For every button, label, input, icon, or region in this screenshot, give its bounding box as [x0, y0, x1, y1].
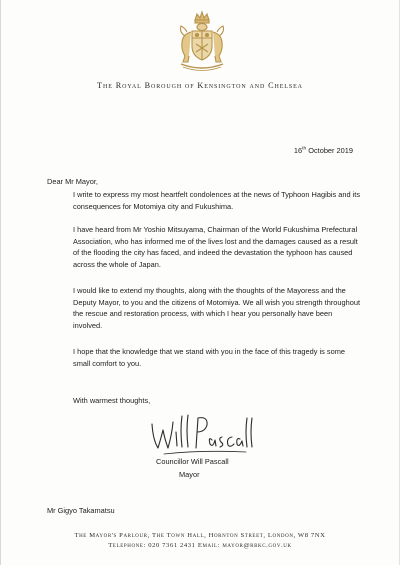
footer-address: The Mayor's Parlour, The Town Hall, Hornton Street, London, W8 7NX — [74, 532, 326, 539]
borough-coat-of-arms-icon — [173, 10, 231, 74]
body-paragraph: I write to express my most heartfelt condolences at the news of Typhoon Hagibis and its consequences for Motomiya city and Fukushima. — [73, 190, 361, 211]
recipient-name: Mr Gigyo Takamatsu — [47, 506, 115, 515]
signer-title: Mayor — [179, 470, 200, 479]
footer-contact: Telephone: 020 7361 2431 Email: mayor@rbkc.gov.uk — [108, 542, 292, 549]
organization-name: The Royal Borough of Kensington and Chelsea — [97, 81, 303, 90]
date-month-year: October 2019 — [306, 146, 353, 155]
closing-line: With warmest thoughts, — [73, 396, 151, 405]
signer-name: Councillor Will Pascall — [156, 457, 229, 466]
body-paragraph: I would like to extend my thoughts, along with the thoughts of the Mayoress and the Deputy Mayor, to you and the citizens of Motomiya. We all wish you strength throughout the rescue and restoration process, with which I hear you personally have been involved. — [73, 286, 361, 330]
body-paragraph: I hope that the knowledge that we stand with you in the face of this tragedy is some small comfort to you. — [73, 347, 345, 368]
date-suffix: th — [302, 146, 307, 152]
body-paragraph: I have heard from Mr Yoshio Mitsuyama, Chairman of the World Fukushima Prefectural Association, who has informed me of the lives lost and the damages caused as a result of the flooding the city has faced, and indeed the devastation the typhoon has caused across the whole of Japan. — [73, 225, 358, 269]
handwritten-signature — [146, 410, 256, 458]
letter-date — [294, 146, 353, 155]
salutation: Dear Mr Mayor, — [47, 177, 98, 186]
date-day: 16 — [293, 146, 303, 155]
